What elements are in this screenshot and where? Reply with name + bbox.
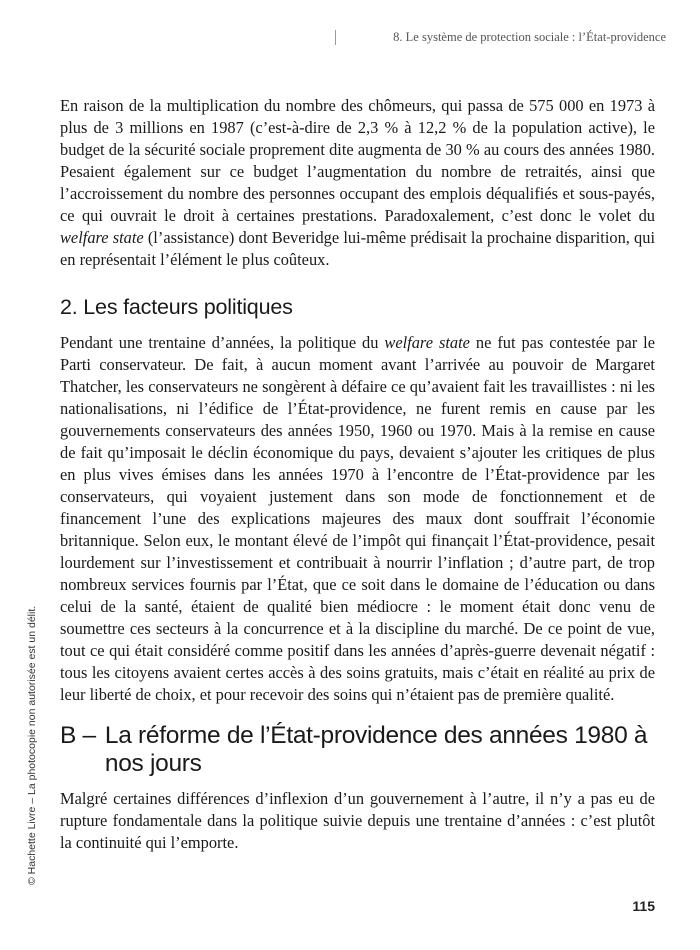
section-heading-political-factors: 2. Les facteurs politiques bbox=[60, 295, 293, 319]
paragraph-political-rest: ne fut pas contestée par le Parti conservateur. De fait, à aucun moment avant l’arrivée au pouvoir de Margaret Thatcher, les conservateurs ne songèrent à défaire ce qu’avaient fait les travaillistes : ni les nationalisations, ni l’édifice de l’État-providence, ne furent remis en cause par les gouvernements conservateurs des années 1950, 1960 ou 1970. Mais à la remise en cause de fait qu’imposait le déclin économique du pays, devaient s’ajouter les critiques de plus en plus vives émises dans les années 1970 à l’encontre de l’État-providence par les conservateurs, qui voyaient justement dans son mode de fonctionnement et de financement l’une des explications majeures des maux dont souffrait l’économie britannique. Selon eux, le montant élevé de l’impôt qui finançait l’État-providence, pesait lourdement sur l’investissement et contribuait à nourrir l’inflation ; d’autre part, de trop nombreux services fournis par l’État, que ce soit dans le domaine de l’éducation ou dans celui de la santé, étaient de qualité bien médiocre : le moment était donc venu de soumettre ces secteurs à la concurrence et à la discipline du marché. De ce point de vue, tout ce qui était considéré comme positif dans les années d’après-guerre devenait négatif : tous les citoyens avaient certes accès à des soins gratuits, mais c’était en réalité au prix de leur liberté de choix, et pour recevoir des soins qui n’étaient pas de première qualité. bbox=[60, 333, 655, 704]
part-label: B – bbox=[60, 722, 96, 749]
copyright-notice: © Hachette Livre – La photocopie non autorisée est un délit. bbox=[26, 605, 38, 885]
page-content bbox=[60, 95, 655, 854]
welfare-state-term-2: welfare state bbox=[384, 333, 470, 352]
paragraph-reform: Malgré certaines différences d’inflexion d’un gouvernement à l’autre, il n’y a pas eu de rupture fondamentale dans la politique suivie depuis une trentaine d’années : c’est plutôt la continuité qui l’emporte. bbox=[60, 789, 655, 852]
paragraph-unemployment-text: En raison de la multiplication du nombre des chômeurs, qui passa de 575 000 en 1973 à plus de 3 millions en 1987 (c’est-à-dire de 2,3 % à 12,2 % de la population active), le budget de la sécurité sociale proprement dite augmenta de 30 % au cours des années 1980. Pesaient également sur ce budget l’augmentation du nombre de retraités, ainsi que l’accroissement du nombre des personnes occupant des emplois déqualifiés et sous-payés, ce qui ouvrait le droit à certaines prestations. Paradoxalement, c’est donc le volet du bbox=[60, 96, 655, 225]
welfare-state-term: welfare state bbox=[60, 228, 144, 247]
paragraph-unemployment-end: (l’assistance) dont Beveridge lui-même prédisait la prochaine disparition, qui en représentait l’élément le plus coûteux. bbox=[60, 228, 655, 269]
page-number: 115 bbox=[632, 898, 655, 914]
running-header: 8. Le système de protection sociale : l’État-providence bbox=[335, 30, 666, 45]
paragraph-political-factors bbox=[60, 332, 655, 706]
part-heading-reform bbox=[60, 722, 655, 778]
paragraph-unemployment bbox=[60, 95, 655, 271]
paragraph-political-start: Pendant une trentaine d’années, la politique du bbox=[60, 333, 385, 352]
part-title: La réforme de l’État-providence des années 1980 à nos jours bbox=[104, 722, 648, 777]
